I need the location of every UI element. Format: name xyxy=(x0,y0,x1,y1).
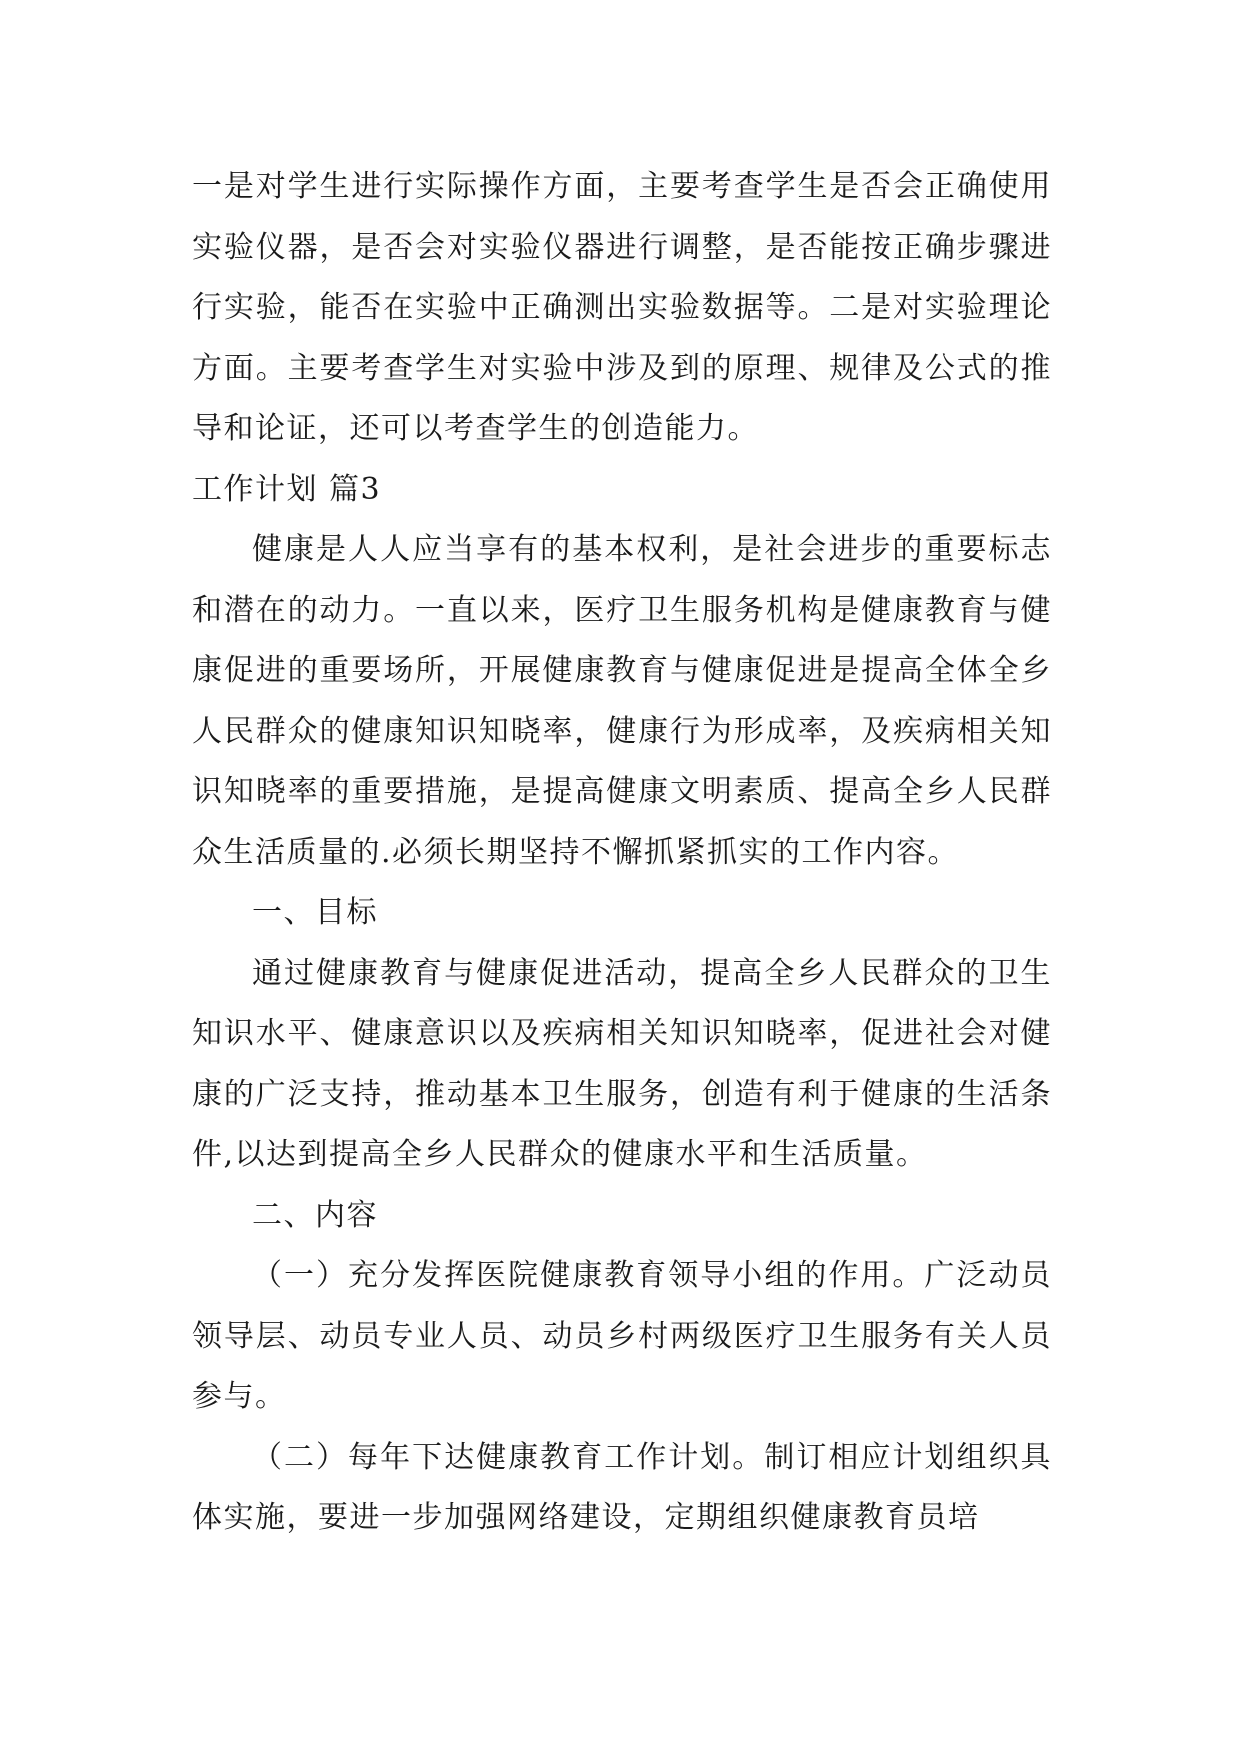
paragraph-content-item-2: （二）每年下达健康教育工作计划。制订相应计划组织具体实施，要进一步加强网络建设，定期组织健康教育员培 xyxy=(192,1439,1052,1535)
paragraph-experiment-assessment: 一是对学生进行实际操作方面，主要考查学生是否会正确使用实验仪器，是否会对实验仪器进行调整，是否能按正确步骤进行实验，能否在实验中正确测出实验数据等。二是对实验理论方面。主要考查学生对实验中涉及到的原理、规律及公式的推导和论证，还可以考查学生的创造能力。 xyxy=(192,169,1052,446)
paragraph-goals: 通过健康教育与健康促进活动，提高全乡人民群众的卫生知识水平、健康意识以及疾病相关知识知晓率，促进社会对健康的广泛支持，推动基本卫生服务，创造有利于健康的生活条件,以达到提高全乡人民群众的健康水平和生活质量。 xyxy=(192,955,1052,1172)
section-heading-work-plan-3: 工作计划 篇3 xyxy=(192,471,382,507)
paragraph-health-intro: 健康是人人应当享有的基本权利，是社会进步的重要标志和潜在的动力。一直以来，医疗卫生服务机构是健康教育与健康促进的重要场所，开展健康教育与健康促进是提高全体全乡人民群众的健康知识知晓率，健康行为形成率，及疾病相关知识知晓率的重要措施，是提高健康文明素质、提高全乡人民群众生活质量的.必须长期坚持不懈抓紧抓实的工作内容。 xyxy=(192,532,1052,870)
heading-goals: 一、目标 xyxy=(252,895,378,930)
heading-content: 二、内容 xyxy=(252,1197,378,1233)
paragraph-content-item-1: （一）充分发挥医院健康教育领导小组的作用。广泛动员领导层、动员专业人员、动员乡村两级医疗卫生服务有关人员参与。 xyxy=(192,1258,1052,1414)
document-body xyxy=(192,157,1052,1549)
